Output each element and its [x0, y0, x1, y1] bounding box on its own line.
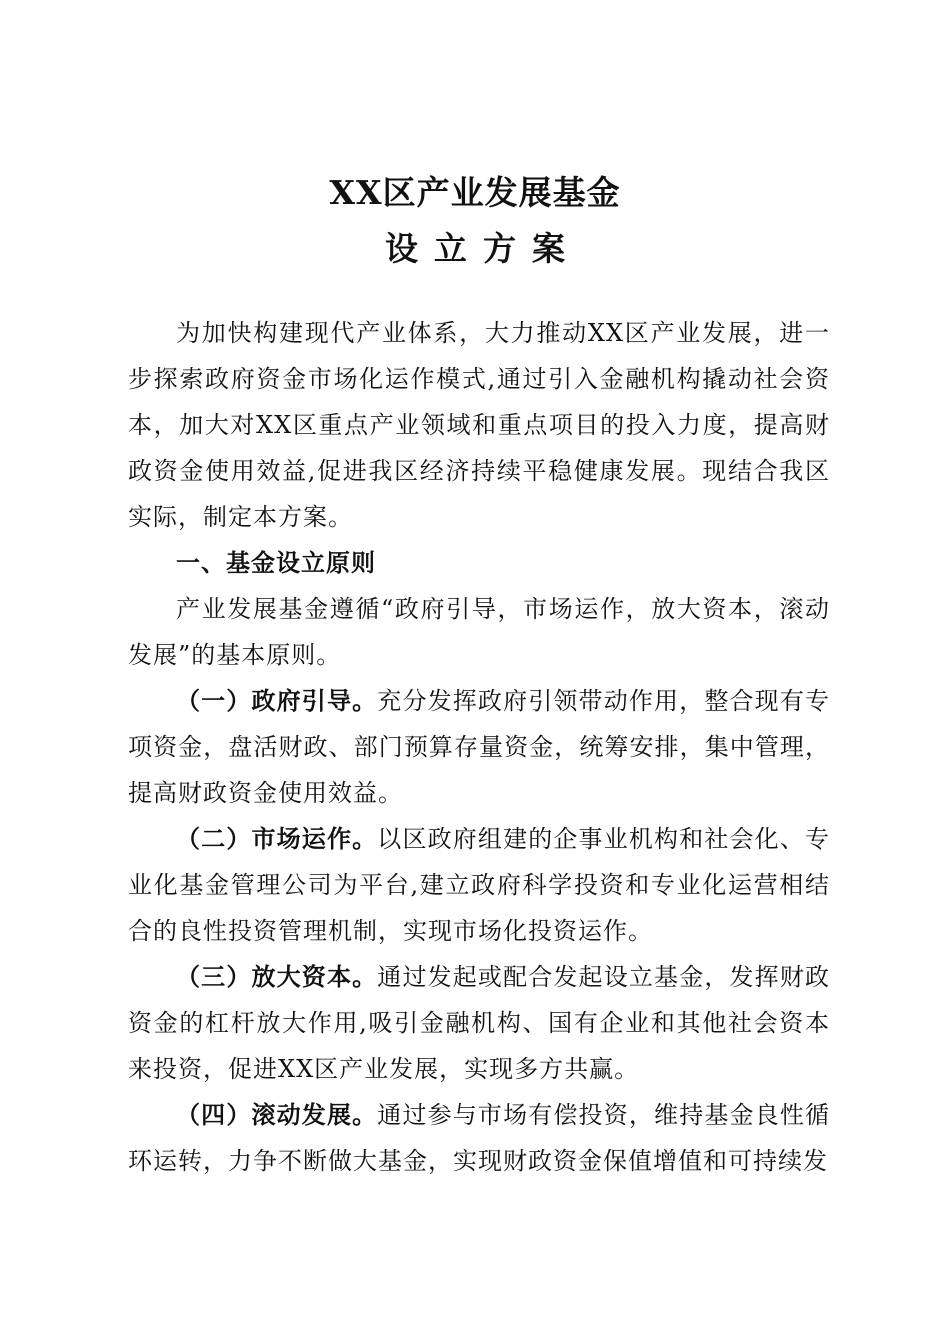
principle-lead: （四）滚动发展。 — [176, 1101, 378, 1129]
section-intro-paragraph: 产业发展基金遵循“政府引导，市场运作，放大资本，滚动发展”的基本原则。 — [128, 595, 830, 669]
principle-text: 以区政府组建的企事业机构和社会化、专业化基金管理公司为平台,建立政府科学投资和专业化运营相结合的良性投资管理机制，实现市场化投资运作。 — [128, 825, 830, 945]
principle-paragraph-4 — [128, 1092, 830, 1184]
principle-lead: （二）市场运作。 — [176, 825, 378, 853]
principle-text: 通过发起或配合发起设立基金，发挥财政资金的杠杆放大作用,吸引金融机构、国有企业和其他社会资本来投资，促进XX区产业发展，实现多方共赢。 — [128, 963, 830, 1083]
title-line-1: XX区产业发展基金 — [329, 173, 621, 212]
title-line-2: 设立方案 — [385, 229, 581, 268]
principle-text: 充分发挥政府引领带动作用，整合现有专项资金，盘活财政、部门预算存量资金，统筹安排，集中管理，提高财政资金使用效益。 — [128, 687, 830, 807]
principle-lead: （一）政府引导。 — [176, 687, 378, 715]
principle-paragraph-1 — [128, 678, 830, 816]
intro-paragraph: 为加快构建现代产业体系，大力推动XX区产业发展，进一步探索政府资金市场化运作模式,通过引入金融机构撬动社会资本，加大对XX区重点产业领域和重点项目的投入力度，提高财政资金使用效益,促进我区经济持续平稳健康发展。现结合我区实际，制定本方案。 — [128, 319, 830, 531]
principle-lead: （三）放大资本。 — [176, 963, 378, 991]
section-heading: 一、基金设立原则 — [176, 549, 376, 577]
principle-paragraph-3 — [128, 954, 830, 1092]
principle-paragraph-2 — [128, 816, 830, 954]
principle-text: 通过参与市场有偿投资，维持基金良性循环运转，力争不断做大基金，实现财政资金保值增值和可持续发 — [128, 1101, 830, 1175]
document-title — [0, 168, 950, 274]
document-body — [128, 310, 830, 1184]
